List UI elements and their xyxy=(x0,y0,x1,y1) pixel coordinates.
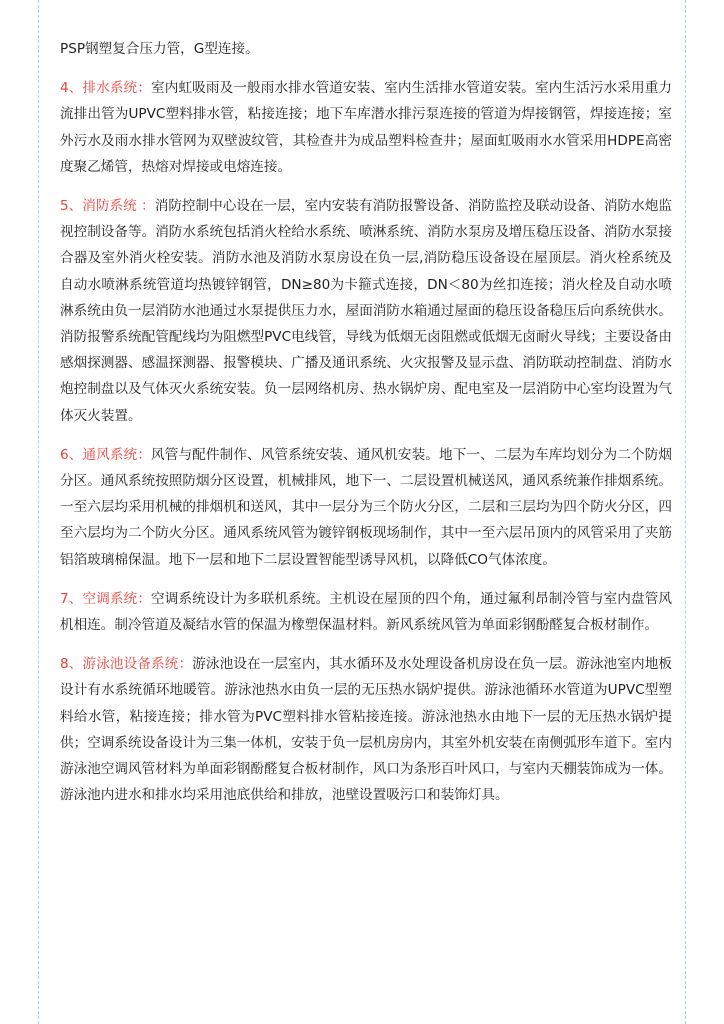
section-heading: 8、游泳池设备系统： xyxy=(60,656,193,673)
section-air-conditioning xyxy=(60,586,672,638)
section-body: 风管与配件制作、风管系统安装、通风机安装。地下一、二层为车库均划分为二个防烟分区。通风系统按照防烟分区设置，机械排风，地下一、二层设置机械送风，通风系统兼作排烟系统。一至六层均采用机械的排烟机和送风，其中一层分为三个防火分区，二层和三层均为四个防火分区，四至六层均为二个防火分区。通风系统风管为镀锌钢板现场制作，其中一至六层吊顶内的风管采用了夹筋铝箔玻璃棉保温。地下一层和地下二层设置智能型诱导风机，以降低CO气体浓度。 xyxy=(60,446,672,568)
section-heading: 4、排水系统： xyxy=(60,80,152,97)
section-body: 空调系统设计为多联机系统。主机设在屋顶的四个角，通过氟利昂制冷管与室内盘管风机相连。制冷管道及凝结水管的保温为橡塑保温材料。新风系统风管为单面彩钢酚醛复合板材制作。 xyxy=(60,590,672,634)
section-body: 室内虹吸雨及一般雨水排水管道安装、室内生活排水管道安装。室内生活污水采用重力流排出管为UPVC塑料排水管，粘接连接；地下车库潜水排污泵连接的管道为焊接钢管，焊接连接；室外污水及雨水排水管网为双壁波纹管，其检查井为成品塑料检查井；屋面虹吸雨水水管采用HDPE高密度聚乙烯管，热熔对焊接或电熔连接。 xyxy=(60,80,672,175)
section-heading: 5、消防系统 ： xyxy=(60,198,155,215)
right-dashed-border xyxy=(685,0,686,1024)
section-swimming-pool xyxy=(60,651,672,808)
section-body: 游泳池设在一层室内，其水循环及水处理设备机房设在负一层。游泳池室内地板设计有水系统循环地暖管。游泳池热水由负一层的无压热水锅炉提供。游泳池循环水管道为UPVC型塑料给水管，粘接连接；排水管为PVC塑料排水管粘接连接。游泳池热水由地下一层的无压热水锅炉提供；空调系统设备设计为三集一体机，安装于负一层机房房内，其室外机安装在南侧弧形车道下。室内游泳池空调风管材料为单面彩钢酚醛复合板材制作，风口为条形百叶风口，与室内天棚装饰成为一体。游泳池内进水和排水均采用池底供给和排放，池壁设置吸污口和装饰灯具。 xyxy=(60,656,672,804)
intro-text: PSP钢塑复合压力管，G型连接。 xyxy=(60,41,259,57)
document-content xyxy=(60,36,672,808)
intro-paragraph xyxy=(60,36,672,62)
section-heading: 7、空调系统： xyxy=(60,590,152,607)
section-heading: 6、通风系统： xyxy=(60,446,152,463)
left-dashed-border xyxy=(38,0,39,1024)
section-body: 消防控制中心设在一层，室内安装有消防报警设备、消防监控及联动设备、消防水炮监视控制设备等。消防水系统包括消火栓给水系统、喷淋系统、消防水泵房及增压稳压设备、消防水泵接合器及室外消火栓安装。消防水池及消防水泵房设在负一层,消防稳压设备设在屋顶层。消火栓系统及自动水喷淋系统管道均热镀锌钢管，DN≥80为卡箍式连接，DN＜80为丝扣连接；消火栓及自动水喷淋系统由负一层消防水池通过水泵提供压力水，屋面消防水箱通过屋面的稳压设备稳压后向系统供水。消防报警系统配管配线均为阻燃型PVC电线管，导线为低烟无卤阻燃或低烟无卤耐火导线；主要设备由感烟探测器、感温探测器、报警模块、广播及通讯系统、火灾报警及显示盘、消防联动控制盘、消防水炮控制盘以及气体灭火系统安装。负一层网络机房、热水锅炉房、配电室及一层消防中心室均设置为气体灭火装置。 xyxy=(60,198,672,424)
section-fire-protection xyxy=(60,193,672,429)
section-ventilation xyxy=(60,442,672,573)
section-drainage xyxy=(60,75,672,180)
